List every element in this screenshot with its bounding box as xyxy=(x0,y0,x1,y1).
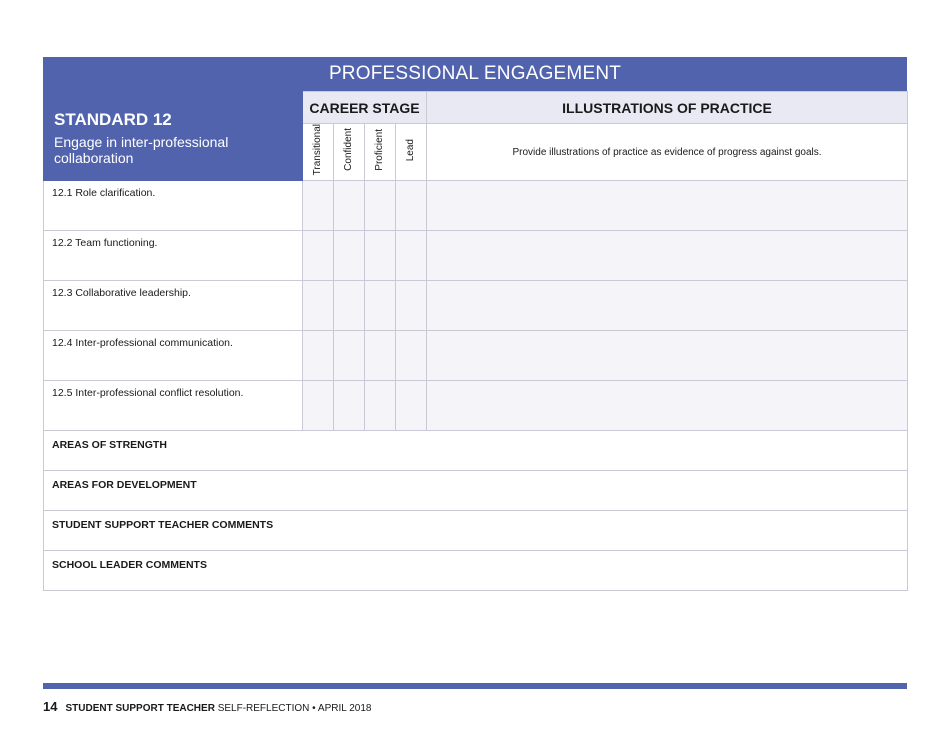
standard-table xyxy=(43,91,908,591)
item-label: 12.4 Inter-professional communication. xyxy=(44,331,303,381)
stage-label: Lead xyxy=(405,138,416,161)
section-banner: PROFESSIONAL ENGAGEMENT xyxy=(43,57,907,91)
notes-row xyxy=(44,551,908,591)
stage-checkbox-lead[interactable] xyxy=(396,381,427,431)
stage-checkbox-lead[interactable] xyxy=(396,231,427,281)
footer-rule xyxy=(43,683,907,689)
stage-checkbox-transitional[interactable] xyxy=(303,181,334,231)
standard-description: Engage in inter-professional collaboration xyxy=(54,134,229,166)
stage-checkbox-transitional[interactable] xyxy=(303,381,334,431)
stage-checkbox-lead[interactable] xyxy=(396,281,427,331)
stage-checkbox-confident[interactable] xyxy=(334,181,365,231)
item-row xyxy=(44,331,908,381)
stage-checkbox-confident[interactable] xyxy=(334,381,365,431)
item-label: 12.3 Collaborative leadership. xyxy=(44,281,303,331)
footer-date: APRIL 2018 xyxy=(317,703,372,714)
stage-checkbox-proficient[interactable] xyxy=(365,331,396,381)
notes-row xyxy=(44,471,908,511)
stage-checkbox-proficient[interactable] xyxy=(365,181,396,231)
item-label: 12.5 Inter-professional conflict resolution. xyxy=(44,381,303,431)
item-label: 12.2 Team functioning. xyxy=(44,231,303,281)
stage-checkbox-proficient[interactable] xyxy=(365,281,396,331)
teacher-comments-field[interactable]: STUDENT SUPPORT TEACHER COMMENTS xyxy=(44,511,908,551)
standard-header xyxy=(44,92,303,181)
illustration-field[interactable] xyxy=(427,381,908,431)
stage-checkbox-confident[interactable] xyxy=(334,281,365,331)
stage-checkbox-transitional[interactable] xyxy=(303,281,334,331)
illustration-field[interactable] xyxy=(427,181,908,231)
reflection-sheet xyxy=(43,57,907,591)
illustration-field[interactable] xyxy=(427,281,908,331)
item-label: 12.1 Role clarification. xyxy=(44,181,303,231)
stage-proficient-header xyxy=(365,124,396,181)
footer-doc-subtitle: SELF-REFLECTION xyxy=(214,703,310,714)
stage-checkbox-confident[interactable] xyxy=(334,331,365,381)
stage-checkbox-transitional[interactable] xyxy=(303,331,334,381)
stage-checkbox-lead[interactable] xyxy=(396,331,427,381)
page-number: 14 xyxy=(43,699,58,714)
stage-checkbox-confident[interactable] xyxy=(334,231,365,281)
standard-title: STANDARD 12 xyxy=(54,110,172,129)
item-row xyxy=(44,381,908,431)
stage-transitional-header xyxy=(303,124,334,181)
illustration-field[interactable] xyxy=(427,231,908,281)
areas-of-strength-field[interactable]: AREAS OF STRENGTH xyxy=(44,431,908,471)
stage-label: Proficient xyxy=(374,128,385,171)
item-row xyxy=(44,281,908,331)
stage-label: Transitional xyxy=(312,124,323,176)
school-leader-comments-field[interactable]: SCHOOL LEADER COMMENTS xyxy=(44,551,908,591)
illustration-field[interactable] xyxy=(427,331,908,381)
career-stage-header: CAREER STAGE xyxy=(303,92,427,124)
item-row xyxy=(44,231,908,281)
stage-lead-header xyxy=(396,124,427,181)
stage-label: Confident xyxy=(343,128,354,172)
stage-checkbox-proficient[interactable] xyxy=(365,381,396,431)
illustrations-instruction: Provide illustrations of practice as evidence of progress against goals. xyxy=(427,124,908,181)
stage-checkbox-lead[interactable] xyxy=(396,181,427,231)
notes-row xyxy=(44,431,908,471)
illustrations-header: ILLUSTRATIONS OF PRACTICE xyxy=(427,92,908,124)
stage-confident-header xyxy=(334,124,365,181)
page-footer xyxy=(43,699,371,714)
item-row xyxy=(44,181,908,231)
stage-checkbox-transitional[interactable] xyxy=(303,231,334,281)
notes-row xyxy=(44,511,908,551)
footer-separator: • xyxy=(309,703,318,714)
stage-checkbox-proficient[interactable] xyxy=(365,231,396,281)
areas-for-development-field[interactable]: AREAS FOR DEVELOPMENT xyxy=(44,471,908,511)
footer-doc-title: STUDENT SUPPORT TEACHER xyxy=(65,703,215,714)
